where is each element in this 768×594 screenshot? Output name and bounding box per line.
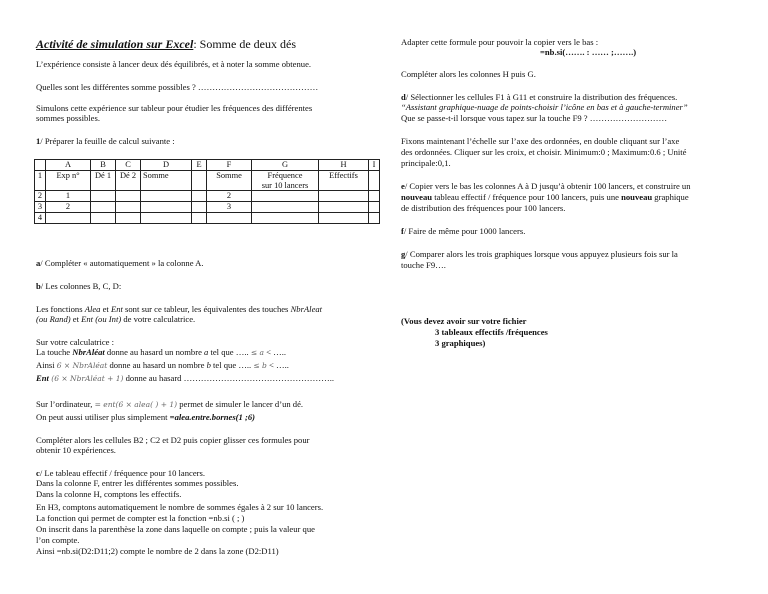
step-e-line-2: nouveau tableau effectif / fréquence pour 100 lancers, puis une nouveau graphique bbox=[401, 192, 689, 202]
calc-line-1: La touche NbrAléat donne au hasard un nombre a tel que ….. ≤ a < ….. bbox=[36, 347, 286, 357]
step-e-line-3: de distribution des fréquences pour 100 lancers. bbox=[401, 203, 566, 213]
step-a-label: a bbox=[36, 258, 41, 268]
step-c-line-1: Dans la colonne F, entrer les différentes sommes possibles. bbox=[36, 478, 239, 488]
step-a-body: / Compléter « automatiquement » la colonne A. bbox=[40, 258, 204, 268]
fix-line-2: des ordonnées. Cliquer sur les croix, et choisir. Minimum:0 ; Maximum:0.6 ; Unité bbox=[401, 147, 687, 157]
table-row: 1 Exp n° Dé 1 Dé 2 Somme Somme Fréquence sur 10 lancers Effectifs bbox=[35, 171, 380, 191]
final-note-1: (Vous devez avoir sur votre fichier bbox=[401, 316, 527, 326]
ordi-line-1: Sur l’ordinateur, = ent(6 × alea( ) + 1) permet de simuler le lancer d’un dé. bbox=[36, 399, 304, 409]
table-row: 4 bbox=[35, 213, 380, 224]
spreadsheet-table bbox=[34, 159, 380, 224]
step-d-line-1: d/ Sélectionner les cellules F1 à G11 et construire la distribution des fréquences. bbox=[401, 92, 678, 102]
calc-line-3: Ent (6 × NbrAléat + 1) donne au hasard …………………………………………….. bbox=[36, 373, 335, 383]
step-c-line-4: La fonction qui permet de compter est la fonction =nb.si ( ; ) bbox=[36, 513, 245, 523]
fonctions-line-2: (ou Rand) et Ent (ou Int) de votre calculatrice. bbox=[36, 314, 196, 324]
ordi-line-2: On peut aussi utiliser plus simplement =alea.entre.bornes(1 ;6) bbox=[36, 412, 256, 422]
step-c-line-6: l’on compte. bbox=[36, 535, 80, 545]
simulons-line-2: sommes possibles. bbox=[36, 113, 100, 123]
calc-title: Sur votre calculatrice : bbox=[36, 337, 115, 347]
simulons-line-1: Simulons cette expérience sur tableur pour étudier les fréquences des différentes bbox=[36, 103, 313, 113]
fonctions-line-1: Les fonctions Alea et Ent sont sur ce tableur, les équivalentes des touches NbrAleat bbox=[36, 304, 323, 314]
fix-line-3: principale:0,1. bbox=[401, 158, 451, 168]
adapt-formula: =nb.si(……. : …… ;…….) bbox=[540, 47, 637, 57]
step-b-label: b bbox=[36, 281, 41, 291]
step-c-line-2: Dans la colonne H, comptons les effectifs. bbox=[36, 489, 182, 499]
step-c-line-3: En H3, comptons automatiquement le nombre de sommes égales à 2 sur 10 lancers. bbox=[36, 502, 324, 512]
step-g-line-1: g/ Comparer alors les trois graphiques lorsque vous appuyez plusieurs fois sur la bbox=[401, 249, 678, 259]
frequence-header: Fréquence sur 10 lancers bbox=[252, 171, 319, 191]
step-g-line-2: touche F9…. bbox=[401, 260, 446, 270]
completer-hg: Compléter alors les colonnes H puis G. bbox=[401, 69, 536, 79]
title-rest: : Somme de deux dés bbox=[193, 37, 296, 51]
question-text: Quelles sont les différentes somme possibles ? …………………………………… bbox=[36, 82, 319, 92]
step-d-line-2: “Assistant graphique-nuage de points-choisir l’icône en bas et à gauche-terminer” bbox=[401, 102, 688, 112]
table-row: 2 1 2 bbox=[35, 191, 380, 202]
step1-label: / Préparer la feuille de calcul suivante : bbox=[40, 136, 175, 146]
step1-number: 1 bbox=[36, 136, 41, 146]
page-title bbox=[36, 37, 296, 51]
completer-line-2: obtenir 10 expériences. bbox=[36, 445, 116, 455]
step-a-text bbox=[36, 258, 204, 268]
step-d-label: d bbox=[401, 92, 406, 102]
completer-line-1: Compléter alors les cellules B2 ; C2 et D2 puis copier glisser ces formules pour bbox=[36, 435, 310, 445]
step-d-line-3: Que se passe-t-il lorsque vous tapez sur la touche F9 ? ……………………… bbox=[401, 113, 668, 123]
step-f-label: f bbox=[401, 226, 404, 236]
adapt-line-1: Adapter cette formule pour pouvoir la copier vers le bas : bbox=[401, 37, 599, 47]
step1-text bbox=[36, 136, 175, 146]
step-c-label: c bbox=[36, 468, 40, 478]
table-header-row: A B C D E F G H I bbox=[35, 160, 380, 171]
table-row: 3 2 3 bbox=[35, 202, 380, 213]
step-c-line-7: Ainsi =nb.si(D2:D11;2) compte le nombre de 2 dans la zone (D2:D11) bbox=[36, 546, 279, 556]
step-e-label: e bbox=[401, 181, 405, 191]
step-b-body: / Les colonnes B, C, D: bbox=[40, 281, 122, 291]
step-c-line-0: c/ Le tableau effectif / fréquence pour 10 lancers. bbox=[36, 468, 206, 478]
calc-line-2: Ainsi 6 × NbrAléat donne au hasard un nombre b tel que ….. ≤ b < ….. bbox=[36, 360, 289, 370]
step-f-text: f/ Faire de même pour 1000 lancers. bbox=[401, 226, 526, 236]
final-note-2: 3 tableaux effectifs /fréquences bbox=[435, 327, 548, 337]
final-note-3: 3 graphiques) bbox=[435, 338, 486, 348]
step-g-label: g bbox=[401, 249, 406, 259]
intro-text: L’expérience consiste à lancer deux dés équilibrés, et à noter la somme obtenue. bbox=[36, 59, 312, 69]
step-b-text bbox=[36, 281, 121, 291]
title-bold: Activité de simulation sur Excel bbox=[36, 37, 194, 51]
fix-line-1: Fixons maintenant l’échelle sur l’axe des ordonnées, en double cliquant sur l’axe bbox=[401, 136, 680, 146]
step-c-line-5: On inscrit dans la parenthèse la zone dans laquelle on compte ; puis la valeur que bbox=[36, 524, 315, 534]
step-e-line-1: e/ Copier vers le bas les colonnes A à D jusqu’à obtenir 100 lancers, et construire un bbox=[401, 181, 691, 191]
